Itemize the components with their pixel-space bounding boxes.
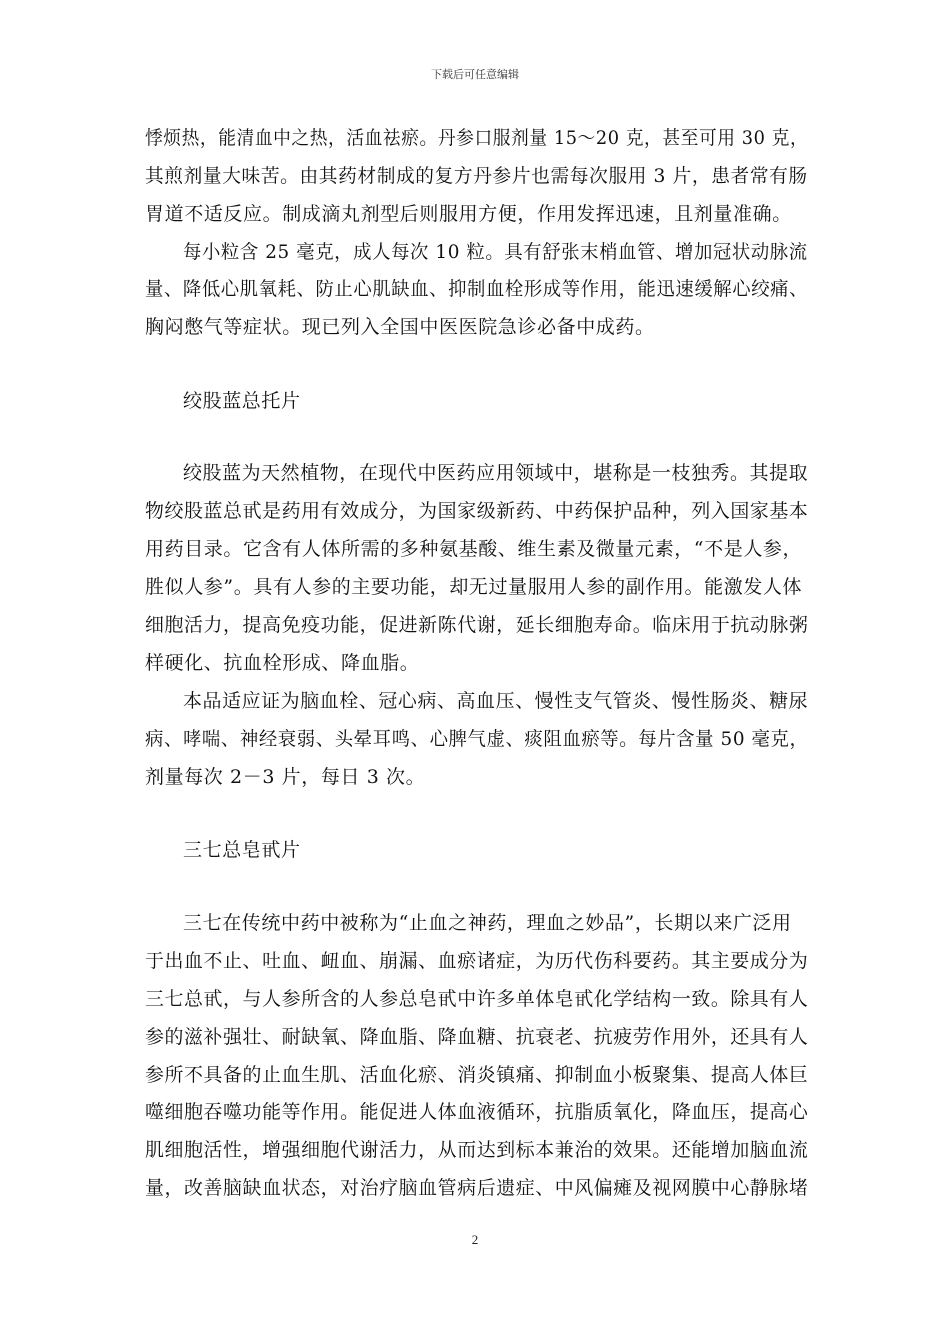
paragraph-line: 量、降低心肌氧耗、防止心肌缺血、抑制血栓形成等作用，能迅速缓解心绞痛、 [145,278,809,300]
paragraph-line: 三七在传统中药中被称为“止血之神药，理血之妙品”，长期以来广泛用 [183,912,792,934]
paragraph-line: 胸闷憋气等症状。现已列入全国中医医院急诊必备中成药。 [145,316,655,338]
paragraph-line: 于出血不止、吐血、衄血、崩漏、血瘀诸症，为历代伤科要药。其主要成分为 [145,950,809,972]
paragraph-line: 本品适应证为脑血栓、冠心病、高血压、慢性支气管炎、慢性肠炎、糖尿 [183,690,809,712]
paragraph-line: 物绞股蓝总甙是药用有效成分，为国家级新药、中药保护品种，列入国家基本 [145,500,809,522]
page-number: 2 [471,1232,479,1247]
paragraph-line: 样硬化、抗血栓形成、降血脂。 [145,652,420,674]
paragraph-line: 胃道不适反应。制成滴丸剂型后则服用方便，作用发挥迅速，且剂量准确。 [145,203,792,225]
paragraph-line: 胜似人参”。具有人参的主要功能，却无过量服用人参的副作用。能激发人体 [145,576,803,598]
paragraph-line: 剂量每次 2－3 片，每日 3 次。 [145,766,426,788]
paragraph-line: 绞股蓝为天然植物，在现代中医药应用领域中，堪称是一枝独秀。其提取 [183,462,809,484]
paragraph-line: 量，改善脑缺血状态，对治疗脑血管病后遗症、中风偏瘫及视网膜中心静脉堵 [145,1177,809,1199]
paragraph-line: 噬细胞吞噬功能等作用。能促进人体血液循环，抗脂质氧化，降血压，提高心 [145,1101,809,1123]
paragraph-line: 每小粒含 25 毫克，成人每次 10 粒。具有舒张末梢血管、增加冠状动脉流 [183,241,808,263]
paragraph-line: 病、哮喘、神经衰弱、头晕耳鸣、心脾气虚、痰阻血瘀等。每片含量 50 毫克， [145,728,809,750]
paragraph-line: 用药目录。它含有人体所需的多种氨基酸、维生素及微量元素，“不是人参， [145,538,803,560]
section-heading: 三七总皂甙片 [183,839,301,861]
section-heading: 绞股蓝总托片 [183,390,301,412]
page-header: 下载后可任意编辑 [431,68,519,81]
paragraph-line: 参所不具备的止血生肌、活血化瘀、消炎镇痛、抑制血小板聚集、提高人体巨 [145,1064,809,1086]
paragraph-line: 参的滋补强壮、耐缺氧、降血脂、降血糖、抗衰老、抗疲劳作用外，还具有人 [145,1026,809,1048]
paragraph-line: 肌细胞活性，增强细胞代谢活力，从而达到标本兼治的效果。还能增加脑血流 [145,1139,809,1161]
paragraph-line: 三七总甙，与人参所含的人参总皂甙中许多单体皂甙化学结构一致。除具有人 [145,988,809,1010]
paragraph-line: 细胞活力，提高免疫功能，促进新陈代谢，延长细胞寿命。临床用于抗动脉粥 [145,614,809,636]
paragraph-line: 悸烦热，能清血中之热，活血祛瘀。丹参口服剂量 15～20 克，甚至可用 30 克， [145,127,809,149]
paragraph-line: 其煎剂量大味苦。由其药材制成的复方丹参片也需每次服用 3 片，患者常有肠 [145,165,808,187]
